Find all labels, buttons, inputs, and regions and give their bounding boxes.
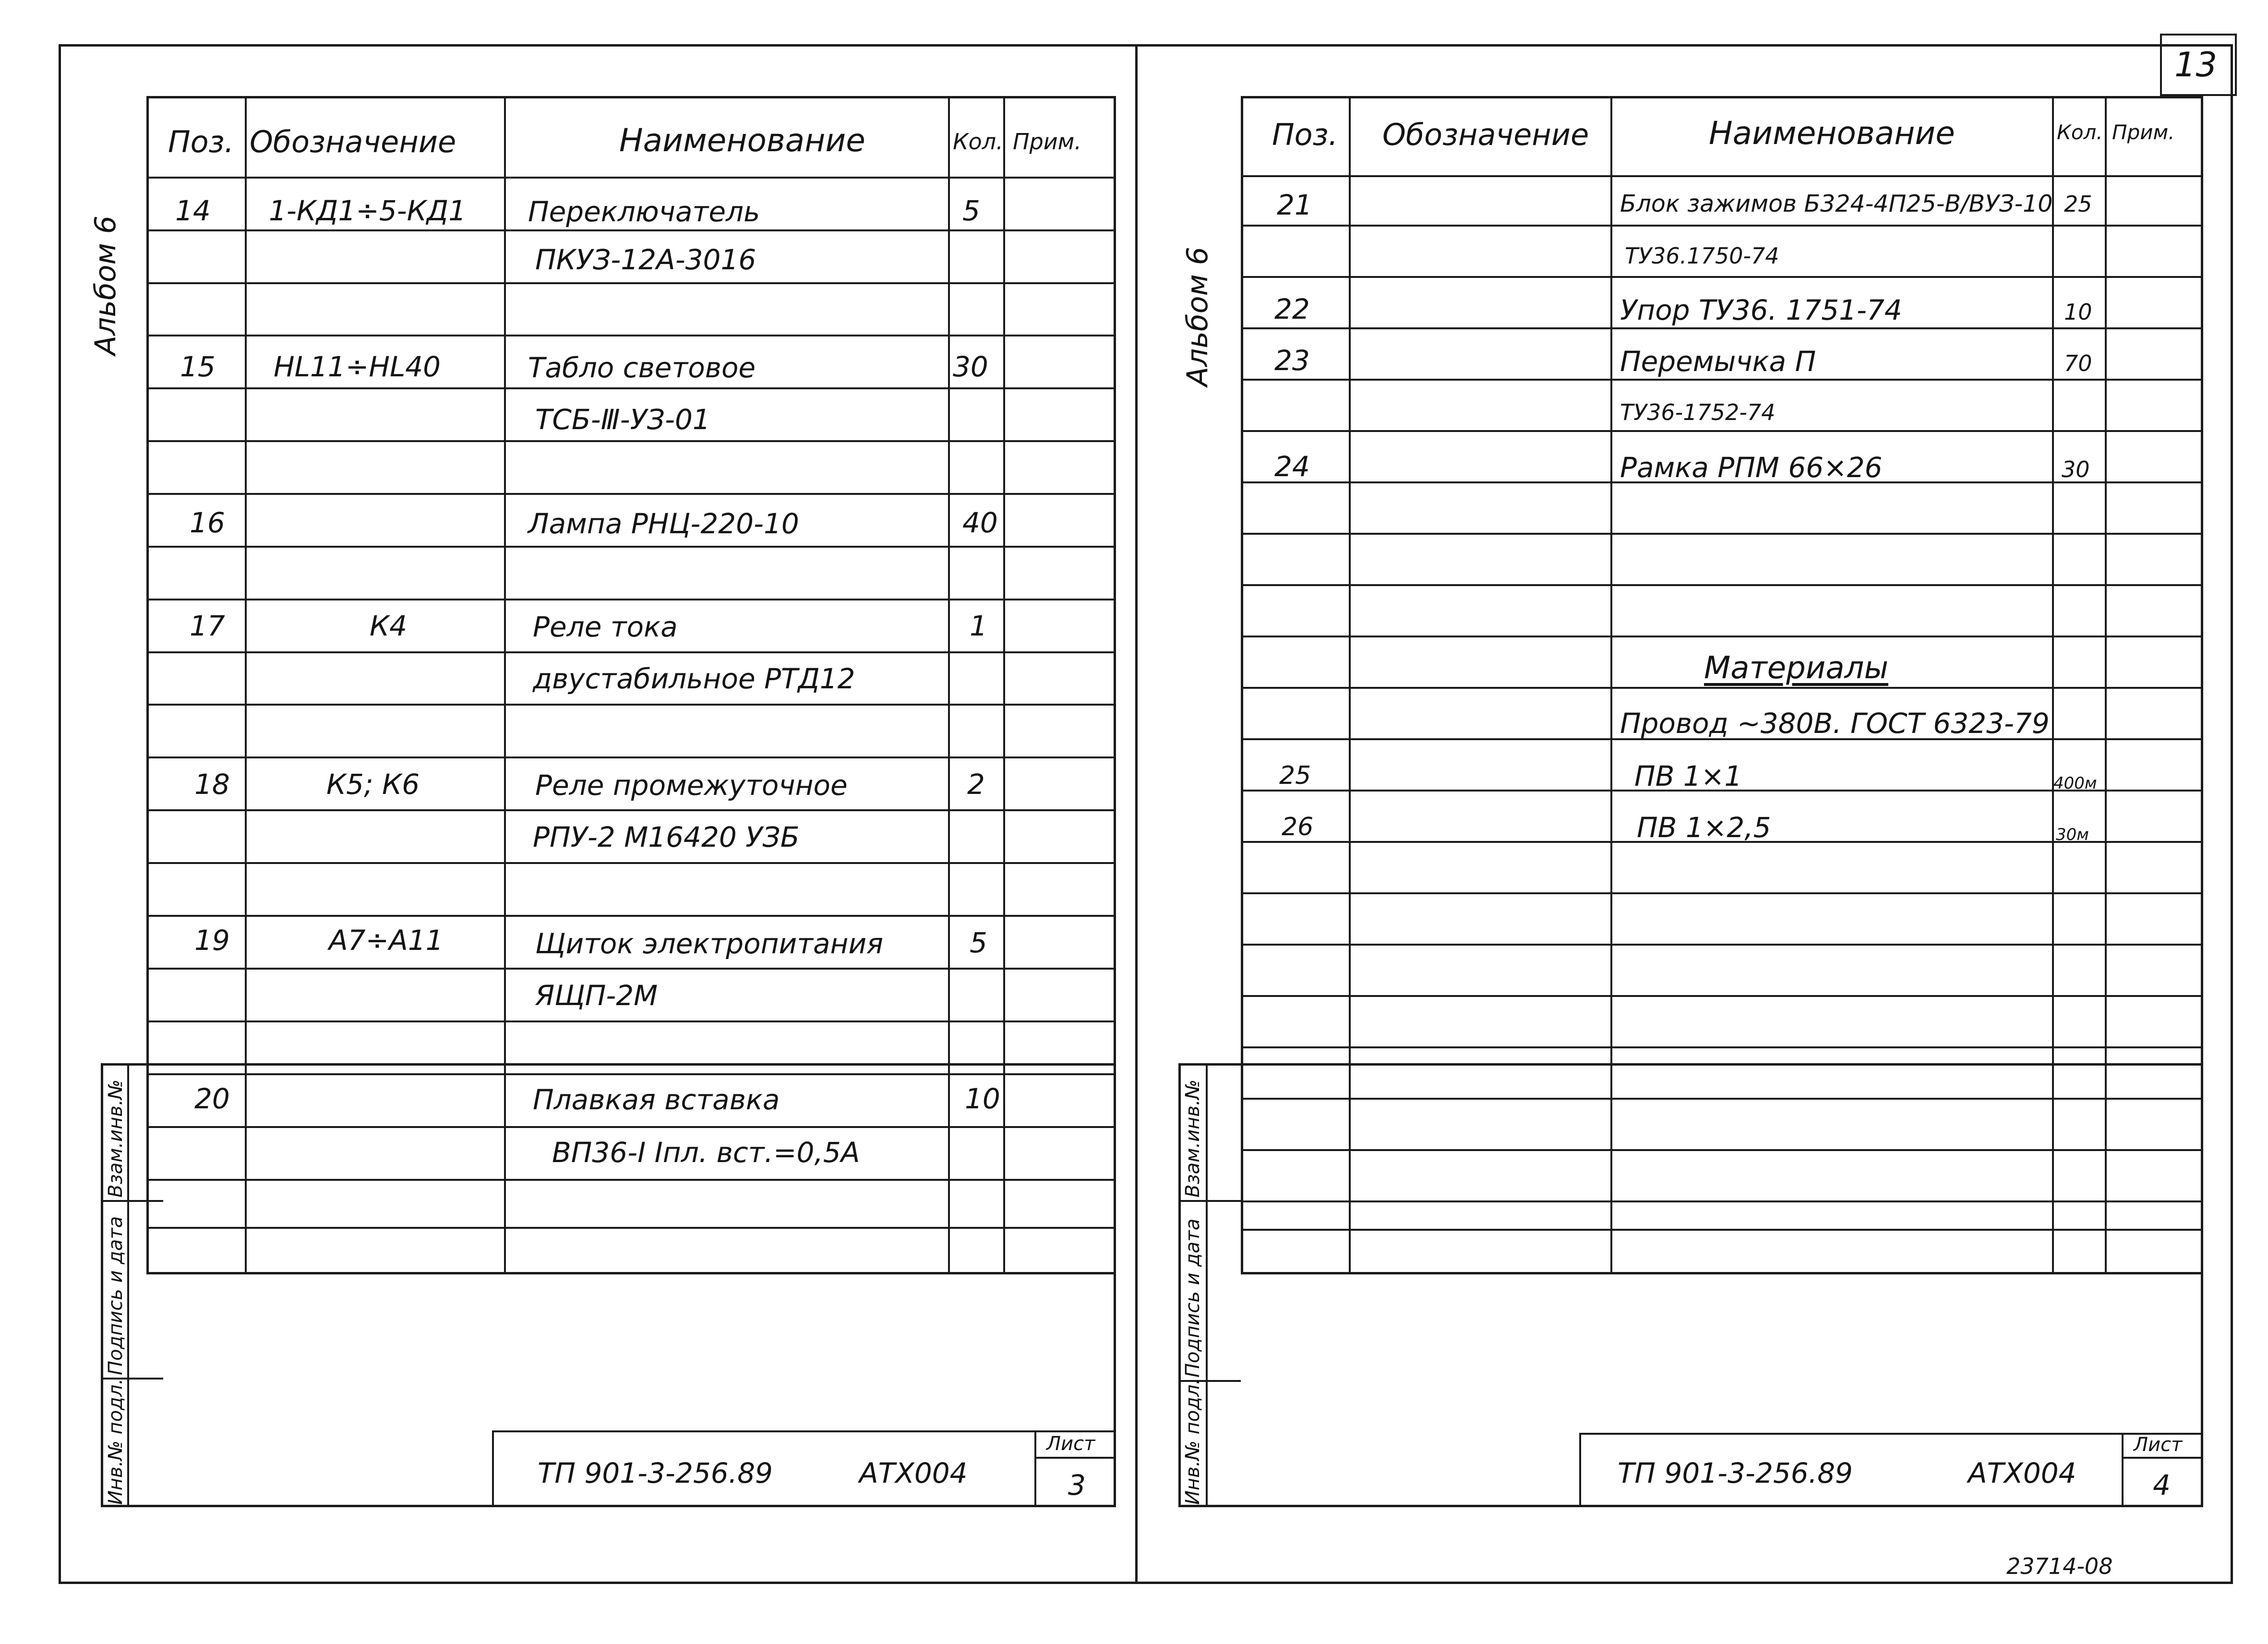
right-row-line	[1241, 225, 2203, 227]
col-header-pos: Поз.	[168, 124, 234, 159]
table-row-name: ПВ 1×2,5	[1637, 811, 1771, 844]
left-row-line	[146, 1020, 1116, 1022]
right-row-line	[1241, 533, 2203, 535]
table-row-name: ПКУЗ-12А-3016	[535, 243, 756, 276]
right-row-line	[1241, 584, 2203, 586]
table-row-qty: 400м	[2053, 774, 2097, 793]
title-code: ТП 901-3-256.89	[538, 1457, 773, 1489]
stamp-label: Взам.инв.№	[1182, 1079, 1204, 1198]
left-row-line	[146, 229, 1116, 231]
left-row-line	[146, 704, 1116, 706]
table-row-name: Перемычка П	[1620, 345, 1816, 378]
left-col-line	[245, 96, 247, 1272]
stamp-label: Подпись и дата	[105, 1216, 127, 1375]
right-col-line	[1610, 96, 1612, 1272]
table-row-name: ТУ36-1752-74	[1620, 399, 1776, 425]
table-row-qty: 1	[970, 610, 987, 642]
right-sheet-box-line	[2122, 1433, 2124, 1507]
table-row-name: Переключатель	[528, 195, 760, 228]
footer-code: 23714-08	[2006, 1553, 2113, 1579]
stamp-label: Инв.№ подл.	[1182, 1378, 1204, 1505]
col-header-designation: Обозначение	[250, 124, 456, 159]
left-row-line	[146, 1227, 1116, 1229]
stamp-label: Подпись и дата	[1182, 1218, 1204, 1378]
right-row-line	[1241, 687, 2203, 689]
sheet-label: Лист	[1046, 1433, 1095, 1455]
right-row-line	[1241, 1229, 2203, 1231]
table-row-pos: 18	[194, 768, 230, 801]
left-col-line	[504, 96, 506, 1272]
right-row-line	[1241, 636, 2203, 637]
left-row-line	[146, 546, 1116, 548]
left-row-line	[146, 756, 1116, 758]
right-stamp-line	[1206, 1063, 1208, 1507]
table-row-name: Провод ~380В. ГОСТ 6323-79	[1620, 707, 2050, 740]
table-row-qty: 25	[2064, 191, 2092, 217]
left-sheet-box-line	[1034, 1457, 1116, 1459]
right-row-line	[1241, 379, 2203, 381]
stamp-label: Инв.№ подл.	[105, 1378, 127, 1505]
materials-heading: Материалы	[1704, 650, 1888, 686]
table-row-pos: 21	[1277, 189, 1312, 221]
left-row-line	[146, 493, 1116, 495]
table-row-designation: 1-КД1÷5-КД1	[269, 194, 467, 227]
page-number: 13	[2174, 45, 2218, 84]
right-stamp-line	[1178, 1200, 1241, 1202]
table-row-pos: 20	[194, 1082, 230, 1115]
left-row-line	[146, 599, 1116, 600]
table-row-qty: 10	[2064, 299, 2092, 325]
right-row-line	[1241, 892, 2203, 894]
right-row-line	[1241, 327, 2203, 329]
left-col-line	[948, 96, 950, 1272]
col-header-name: Наименование	[619, 122, 865, 159]
right-col-line	[2105, 96, 2107, 1272]
sheet-number: 3	[1068, 1469, 1086, 1501]
table-row-name: ПВ 1×1	[1634, 760, 1742, 792]
col-header-qty: Кол.	[2057, 120, 2103, 144]
table-row-designation: К4	[370, 610, 408, 642]
table-row-name: Табло световое	[528, 351, 756, 384]
left-sheet-box-line	[1034, 1430, 1036, 1507]
left-row-line	[146, 282, 1116, 284]
left-row-line	[146, 968, 1116, 970]
sheet-number: 4	[2153, 1469, 2171, 1501]
album-label: Альбом 6	[1181, 247, 1214, 386]
table-row-pos: 23	[1274, 344, 1310, 377]
table-row-pos: 17	[190, 610, 225, 642]
table-row-designation: А7÷А11	[329, 924, 444, 957]
left-row-line	[146, 862, 1116, 864]
left-stamp-line	[101, 1200, 163, 1202]
right-row-line	[1241, 1200, 2203, 1202]
table-row-designation: К5; К6	[326, 768, 420, 801]
col-header-name: Наименование	[1709, 115, 1955, 152]
left-header-line	[146, 177, 1116, 179]
table-row-name: Лампа РНЦ-220-10	[528, 507, 799, 540]
table-row-pos: 15	[180, 350, 216, 383]
title-code: ТП 901-3-256.89	[1618, 1457, 1853, 1489]
table-row-pos: 19	[194, 924, 230, 957]
left-row-line	[146, 915, 1116, 917]
left-col-line	[1003, 96, 1005, 1272]
stamp-label: Взам.инв.№	[105, 1079, 127, 1198]
left-row-line	[146, 335, 1116, 336]
table-row-name: Упор ТУ36. 1751-74	[1620, 294, 1902, 326]
right-col-line	[1349, 96, 1351, 1272]
table-row-pos: 22	[1274, 293, 1310, 325]
sheet-label: Лист	[2134, 1434, 2183, 1456]
table-row-designation: HL11÷HL40	[274, 350, 441, 383]
left-footer-top	[163, 1272, 1116, 1274]
col-header-note: Прим.	[2112, 120, 2175, 144]
right-row-line	[1241, 430, 2203, 432]
table-row-qty: 30м	[2056, 825, 2089, 844]
right-row-line	[1241, 1046, 2203, 1048]
table-row-name: Реле промежуточное	[535, 769, 848, 802]
col-header-designation: Обозначение	[1382, 117, 1589, 152]
left-row-line	[146, 1179, 1116, 1181]
table-row-pos: 25	[1279, 761, 1311, 790]
col-header-qty: Кол.	[953, 129, 1003, 155]
table-row-name: Блок зажимов Б324-4П25-В/ВУЗ-10	[1620, 190, 2053, 217]
doc-code: АТХ004	[1968, 1457, 2076, 1489]
table-row-qty: 40	[962, 506, 998, 539]
table-row-name: ЯЩП-2М	[535, 979, 658, 1012]
table-row-name: двустабильное РТД12	[533, 662, 855, 695]
table-row-pos: 14	[175, 194, 211, 227]
table-row-qty: 5	[970, 926, 987, 959]
table-row-qty: 5	[962, 194, 980, 227]
table-row-name: ВП36-I Iпл. вст.=0,5А	[552, 1136, 860, 1169]
left-row-line	[146, 809, 1116, 811]
left-row-line	[146, 387, 1116, 389]
album-label: Альбом 6	[89, 216, 122, 355]
table-row-pos: 16	[190, 506, 225, 539]
right-row-line	[1241, 995, 2203, 997]
table-row-qty: 30	[953, 350, 988, 383]
left-row-line	[146, 440, 1116, 442]
right-col-line	[2052, 96, 2054, 1272]
left-row-line	[146, 1073, 1116, 1075]
right-row-line	[1241, 1149, 2203, 1151]
left-row-line	[146, 651, 1116, 653]
table-row-name: РПУ-2 М16420 УЗБ	[533, 821, 800, 853]
table-row-qty: 30	[2062, 456, 2090, 482]
table-row-name: Щиток электропитания	[535, 927, 884, 960]
table-row-qty: 10	[965, 1082, 1000, 1115]
sheet-divider	[1135, 44, 1138, 1584]
left-stamp-line	[127, 1063, 129, 1507]
right-sheet-box-line	[2122, 1457, 2203, 1459]
table-row-pos: 24	[1274, 450, 1310, 483]
table-row-name: Плавкая вставка	[533, 1083, 780, 1116]
table-row-pos: 26	[1282, 813, 1314, 841]
right-header-line	[1241, 175, 2203, 177]
table-row-qty: 70	[2064, 350, 2092, 376]
left-row-line	[146, 1126, 1116, 1128]
right-row-line	[1241, 1098, 2203, 1100]
table-row-name: ТСБ-Ⅲ-УЗ-01	[535, 403, 710, 436]
doc-code: АТХ004	[859, 1457, 968, 1489]
col-header-pos: Поз.	[1272, 117, 1338, 152]
table-row-qty: 2	[967, 768, 985, 801]
right-row-line	[1241, 944, 2203, 946]
table-row-name: Реле тока	[533, 611, 678, 643]
right-footer-top	[1241, 1272, 2203, 1274]
right-row-line	[1241, 276, 2203, 278]
col-header-note: Прим.	[1013, 129, 1082, 155]
table-row-name: Рамка РПМ 66×26	[1620, 451, 1883, 484]
table-row-name: ТУ36.1750-74	[1625, 243, 1779, 269]
